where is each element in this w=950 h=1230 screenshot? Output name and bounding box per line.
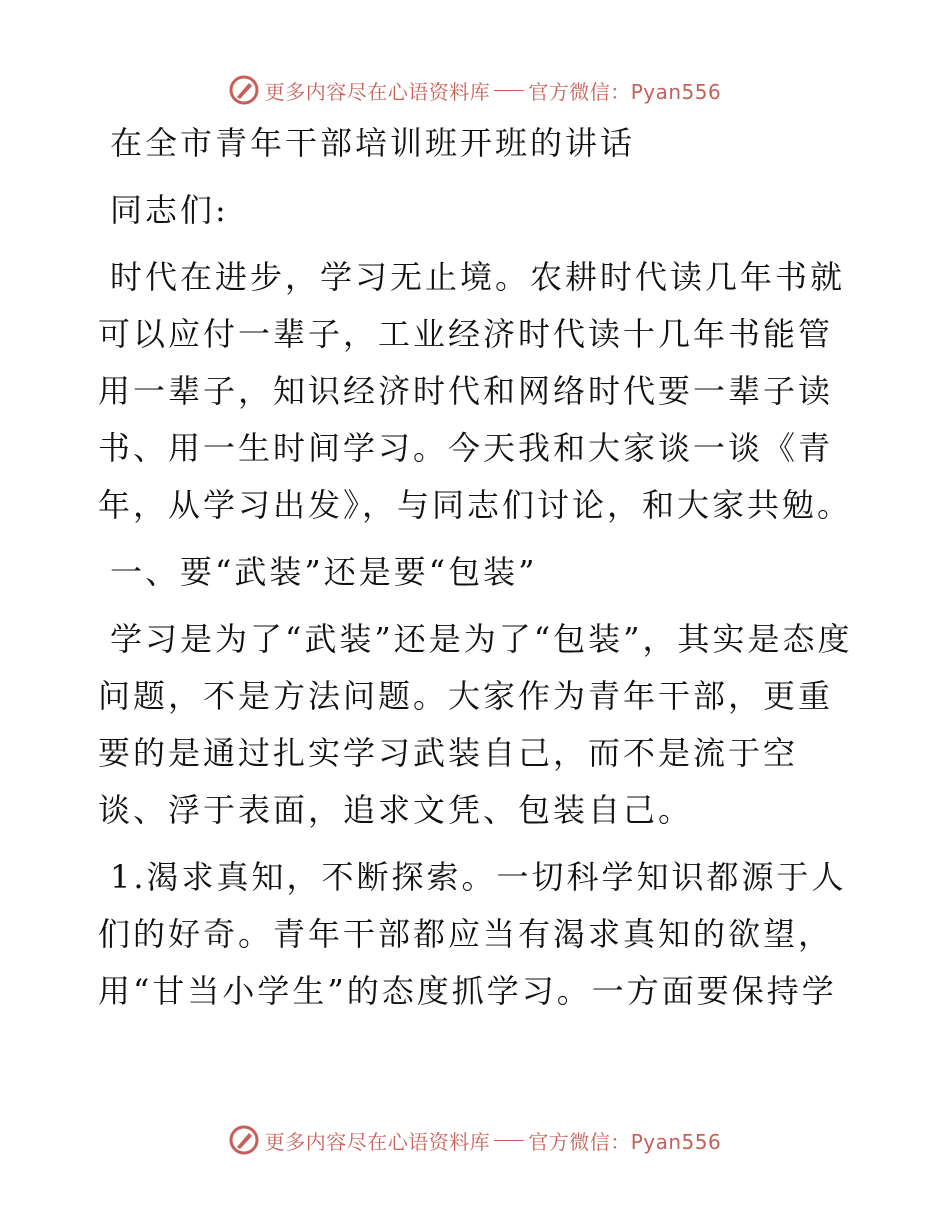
paragraph-3: 1.渴求真知，不断探索。一切科学知识都源于人们的好奇。青年干部都应当有渴求真知的欲望，用“甘当小学生”的态度抓学习。一方面要保持学 bbox=[98, 858, 847, 1010]
pen-logo-icon bbox=[229, 1125, 259, 1155]
watermark-divider bbox=[494, 1140, 524, 1141]
document-title: 在全市青年干部培训班开班的讲话 bbox=[110, 124, 636, 162]
watermark-suffix: 官方微信：Pyan556 bbox=[528, 1129, 722, 1154]
pen-logo-icon bbox=[229, 75, 259, 105]
watermark-text: 更多内容尽在心语资料库 bbox=[264, 1129, 491, 1154]
section-heading-1: 一、要“武装”还是要“包装” bbox=[110, 553, 538, 591]
watermark-suffix: 官方微信：Pyan556 bbox=[528, 79, 722, 104]
watermark-divider bbox=[494, 90, 524, 91]
header-watermark bbox=[0, 70, 950, 110]
paragraph-2: 学习是为了“武装”还是为了“包装”，其实是态度问题，不是方法问题。大家作为青年干部，更重要的是通过扎实学习武装自己，而不是流于空谈、浮于表面，追求文凭、包装自己。 bbox=[98, 620, 853, 829]
watermark-text: 更多内容尽在心语资料库 bbox=[264, 79, 491, 104]
footer-watermark bbox=[0, 1120, 950, 1160]
document-body bbox=[98, 115, 858, 1030]
salutation: 同志们: bbox=[110, 191, 229, 229]
paragraph-1: 时代在进步，学习无止境。农耕时代读几年书就可以应付一辈子，工业经济时代读十几年书能管用一辈子，知识经济时代和网络时代要一辈子读书、用一生时间学习。今天我和大家谈一谈《青年，从学习出发》，与同志们讨论，和大家共勉。 bbox=[98, 258, 853, 524]
